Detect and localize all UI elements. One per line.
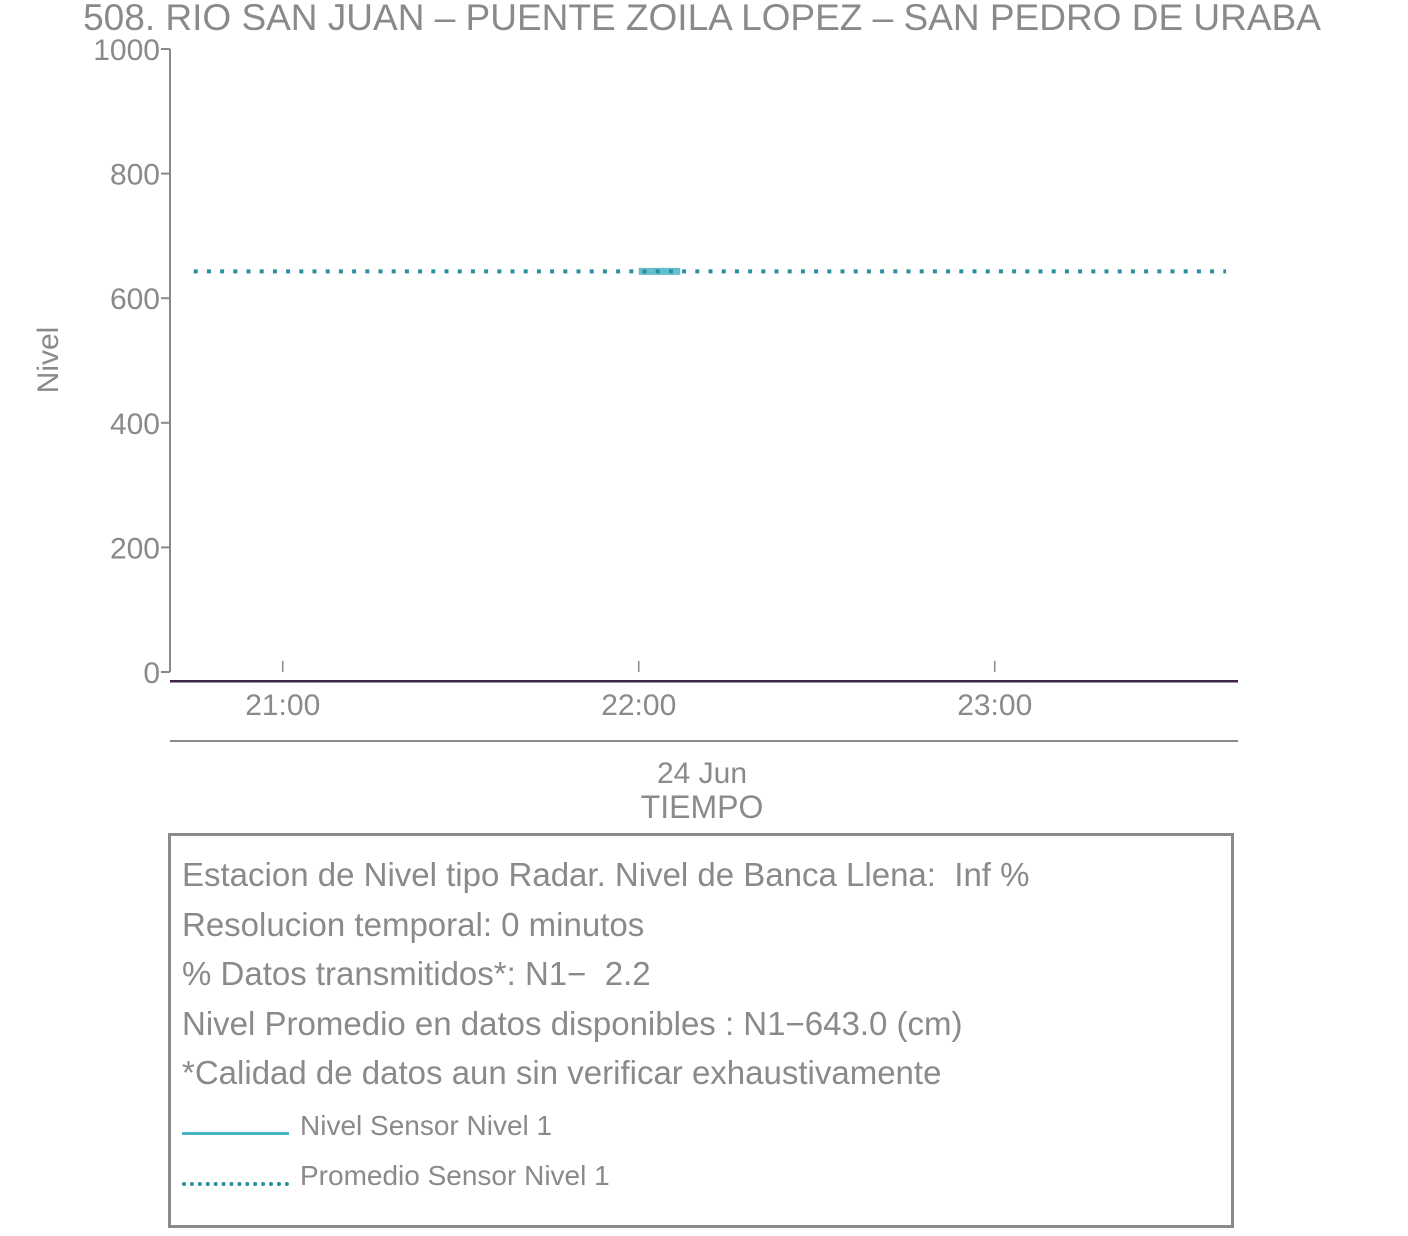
y-tick-label: 1000 (93, 34, 160, 67)
legend-swatch-dotted (182, 1182, 289, 1186)
x-tick-label: 22:00 (601, 689, 677, 722)
legend-label-promedio: Promedio Sensor Nivel 1 (300, 1160, 610, 1191)
x-axis-sublabel: 24 Jun (656, 757, 748, 790)
x-tick-label: 21:00 (245, 689, 321, 722)
y-tick-label: 600 (109, 283, 160, 317)
y-tick-label: 0 (143, 657, 160, 690)
legend-item-promedio (182, 1156, 882, 1196)
legend-label-nivel: Nivel Sensor Nivel 1 (300, 1110, 553, 1141)
info-line-average: Nivel Promedio en datos disponibles : N1−643.0 (cm) (182, 1005, 963, 1042)
y-axis-label: Nivel (32, 326, 65, 394)
info-line-resolution: Resolucion temporal: 0 minutos (182, 906, 645, 943)
legend-swatch-solid (182, 1132, 289, 1135)
info-line-transmitted: % Datos transmitidos*: N1− 2.2 (182, 955, 651, 992)
chart-title: 508. RIO SAN JUAN – PUENTE ZOILA LOPEZ – SAN PEDRO DE URABA (83, 0, 1321, 38)
x-axis-label: TIEMPO (640, 789, 764, 825)
y-tick-label: 200 (109, 532, 160, 566)
y-axis (93, 34, 170, 690)
x-tick-label: 23:00 (957, 689, 1033, 722)
y-tick-label: 400 (109, 407, 160, 441)
y-tick-label: 800 (109, 158, 160, 192)
info-line-station: Estacion de Nivel tipo Radar. Nivel de Banca Llena: Inf % (182, 856, 1030, 893)
x-axis (245, 661, 1032, 722)
series-layer (170, 271, 1238, 681)
legend-item-nivel (182, 1106, 882, 1146)
info-box (168, 833, 1234, 1228)
info-line-quality-note: *Calidad de datos aun sin verificar exhaustivamente (182, 1054, 942, 1091)
